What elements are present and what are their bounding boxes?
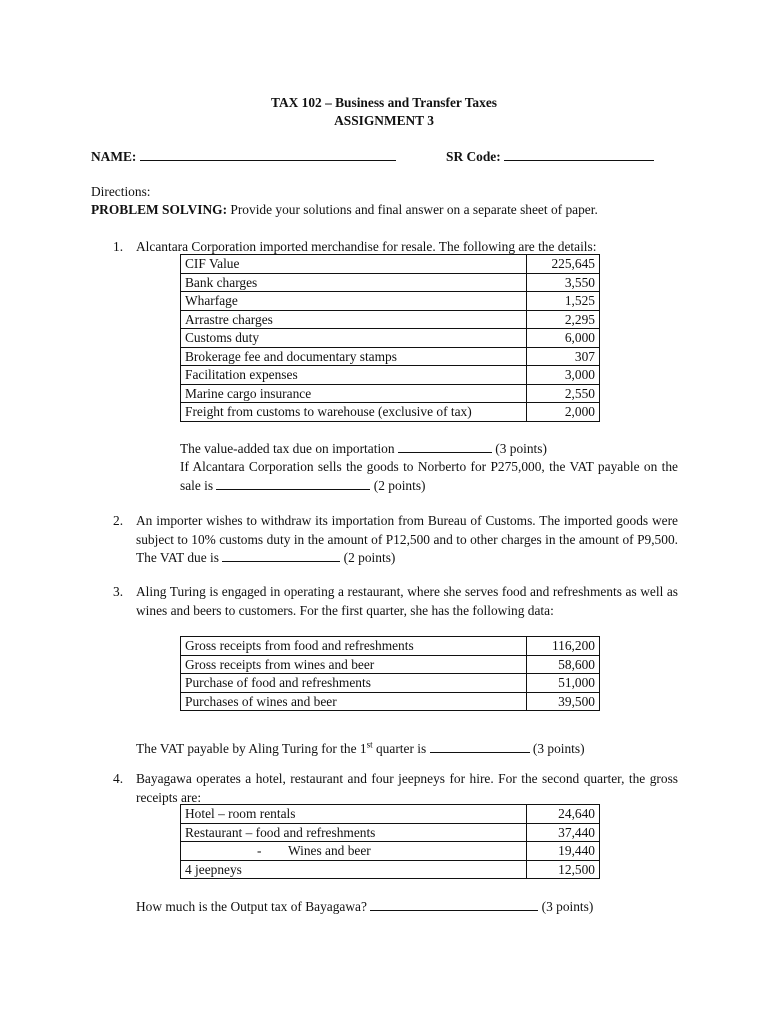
q1-table-row-value: 2,295 xyxy=(527,310,600,329)
q1-table-row-label: Facilitation expenses xyxy=(181,366,527,385)
assignment-title: ASSIGNMENT 3 xyxy=(334,113,434,128)
q3-table-row-value: 39,500 xyxy=(527,692,600,711)
q1-number: 1. xyxy=(113,239,124,254)
q3-table-row xyxy=(181,674,600,693)
q2-question: An importer wishes to withdraw its importation from Bureau of Customs. The imported goods were subject to 10% customs duty in the amount of P12,500 and to other charges in the amount of P9,500. The VAT due is xyxy=(136,513,678,565)
q1-a-points: (3 points) xyxy=(491,441,547,456)
q3-number: 3. xyxy=(113,584,124,599)
q4-intro: Bayagawa operates a hotel, restaurant and four jeepneys for hire. For the second quarter, the gross receipts are: xyxy=(136,771,678,805)
q1-table-row-label: CIF Value xyxy=(181,255,527,274)
q1-table-row xyxy=(181,384,600,403)
q1-table-row-label: Wharfage xyxy=(181,292,527,311)
q3-q-text: The VAT payable by Aling Turing for the 1 xyxy=(136,741,367,756)
q3-table-row-label: Gross receipts from food and refreshments xyxy=(181,637,527,656)
q4-table-row-value: 19,440 xyxy=(527,842,600,861)
q3-blank[interactable] xyxy=(430,740,530,753)
q1-intro: Alcantara Corporation imported merchandise for resale. The following are the details: xyxy=(136,239,597,254)
q3-points: (3 points) xyxy=(529,741,585,756)
q4-table-row-value: 37,440 xyxy=(527,823,600,842)
q1-table-row xyxy=(181,273,600,292)
q1-table-row-label: Marine cargo insurance xyxy=(181,384,527,403)
q1-table-row xyxy=(181,292,600,311)
directions-label: Directions: xyxy=(91,184,151,199)
q3-table-row xyxy=(181,655,600,674)
q3-table-row xyxy=(181,692,600,711)
q4-table-row-value: 12,500 xyxy=(527,860,600,879)
name-field xyxy=(91,148,396,167)
q3-table-row-value: 116,200 xyxy=(527,637,600,656)
q1-table-row-label: Customs duty xyxy=(181,329,527,348)
q1-table-row-value: 1,525 xyxy=(527,292,600,311)
q1-table-row-value: 225,645 xyxy=(527,255,600,274)
q3-table-row-label: Purchase of food and refreshments xyxy=(181,674,527,693)
name-label: NAME: xyxy=(91,149,137,164)
q1-table-row xyxy=(181,255,600,274)
q1-table-row-label: Bank charges xyxy=(181,273,527,292)
problem-solving-text: Provide your solutions and final answer on a separate sheet of paper. xyxy=(227,202,598,217)
q4-question xyxy=(136,898,593,917)
q4-points: (3 points) xyxy=(538,899,594,914)
q4-table-row xyxy=(181,860,600,879)
q1-b-points: (2 points) xyxy=(370,477,426,493)
q1-table-row xyxy=(181,329,600,348)
q3-question xyxy=(136,740,585,759)
q2-points: (2 points) xyxy=(340,550,396,565)
q3-q-sup: st xyxy=(366,739,373,750)
name-blank[interactable] xyxy=(140,148,396,161)
problem-solving-label: PROBLEM SOLVING: xyxy=(91,202,228,217)
srcode-label: SR Code: xyxy=(446,149,501,164)
q4-table-row-label: Restaurant – food and refreshments xyxy=(181,823,527,842)
q4-table-row-label: 4 jeepneys xyxy=(181,860,527,879)
q1-question-b xyxy=(180,458,678,495)
q1-table-row-value: 2,550 xyxy=(527,384,600,403)
q1-table-row xyxy=(181,403,600,422)
q4-number: 4. xyxy=(113,771,124,786)
q4-q-text: How much is the Output tax of Bayagawa? xyxy=(136,899,371,914)
srcode-blank[interactable] xyxy=(504,148,654,161)
q1-table-row-value: 3,000 xyxy=(527,366,600,385)
q3-intro: Aling Turing is engaged in operating a restaurant, where she serves food and refreshments as well as wines and beers to customers. For the first quarter, she has the following data: xyxy=(136,584,678,618)
q3-table-row-label: Gross receipts from wines and beer xyxy=(181,655,527,674)
q4-table-row xyxy=(181,842,600,861)
q1-question-a xyxy=(180,440,547,459)
q1-table-row-value: 6,000 xyxy=(527,329,600,348)
q1-b-text: If Alcantara Corporation sells the goods to Norberto for P275,000, the VAT payable on the sale is xyxy=(180,459,678,493)
q1-table-row xyxy=(181,347,600,366)
q4-table-row-value: 24,640 xyxy=(527,805,600,824)
q1-a-blank[interactable] xyxy=(398,440,492,453)
q4-table xyxy=(180,804,600,879)
q3-table-row-value: 51,000 xyxy=(527,674,600,693)
q2-text xyxy=(136,512,678,568)
q1-table-row xyxy=(181,366,600,385)
directions-text xyxy=(91,201,598,220)
q3-table-row xyxy=(181,637,600,656)
course-title: TAX 102 – Business and Transfer Taxes xyxy=(271,95,497,110)
q2-blank[interactable] xyxy=(222,549,340,562)
q4-blank[interactable] xyxy=(370,898,538,911)
q3-q-mid: quarter is xyxy=(372,741,430,756)
q1-table-row-value: 2,000 xyxy=(527,403,600,422)
q4-table-row-label: Hotel – room rentals xyxy=(181,805,527,824)
q1-b-blank[interactable] xyxy=(216,477,370,490)
q2-number: 2. xyxy=(113,513,124,528)
q3-table-row-label: Purchases of wines and beer xyxy=(181,692,527,711)
q4-table-row-label: - Wines and beer xyxy=(181,842,527,861)
q3-table xyxy=(180,636,600,711)
q4-table-row xyxy=(181,805,600,824)
q1-table-row xyxy=(181,310,600,329)
srcode-field xyxy=(446,148,654,167)
q3-table-row-value: 58,600 xyxy=(527,655,600,674)
q1-table-row-value: 3,550 xyxy=(527,273,600,292)
q1-table-row-value: 307 xyxy=(527,347,600,366)
q1-a-text: The value-added tax due on importation xyxy=(180,441,398,456)
q4-table-row xyxy=(181,823,600,842)
q1-table xyxy=(180,254,600,422)
q1-table-row-label: Arrastre charges xyxy=(181,310,527,329)
q1-table-row-label: Freight from customs to warehouse (exclusive of tax) xyxy=(181,403,527,422)
q1-table-row-label: Brokerage fee and documentary stamps xyxy=(181,347,527,366)
